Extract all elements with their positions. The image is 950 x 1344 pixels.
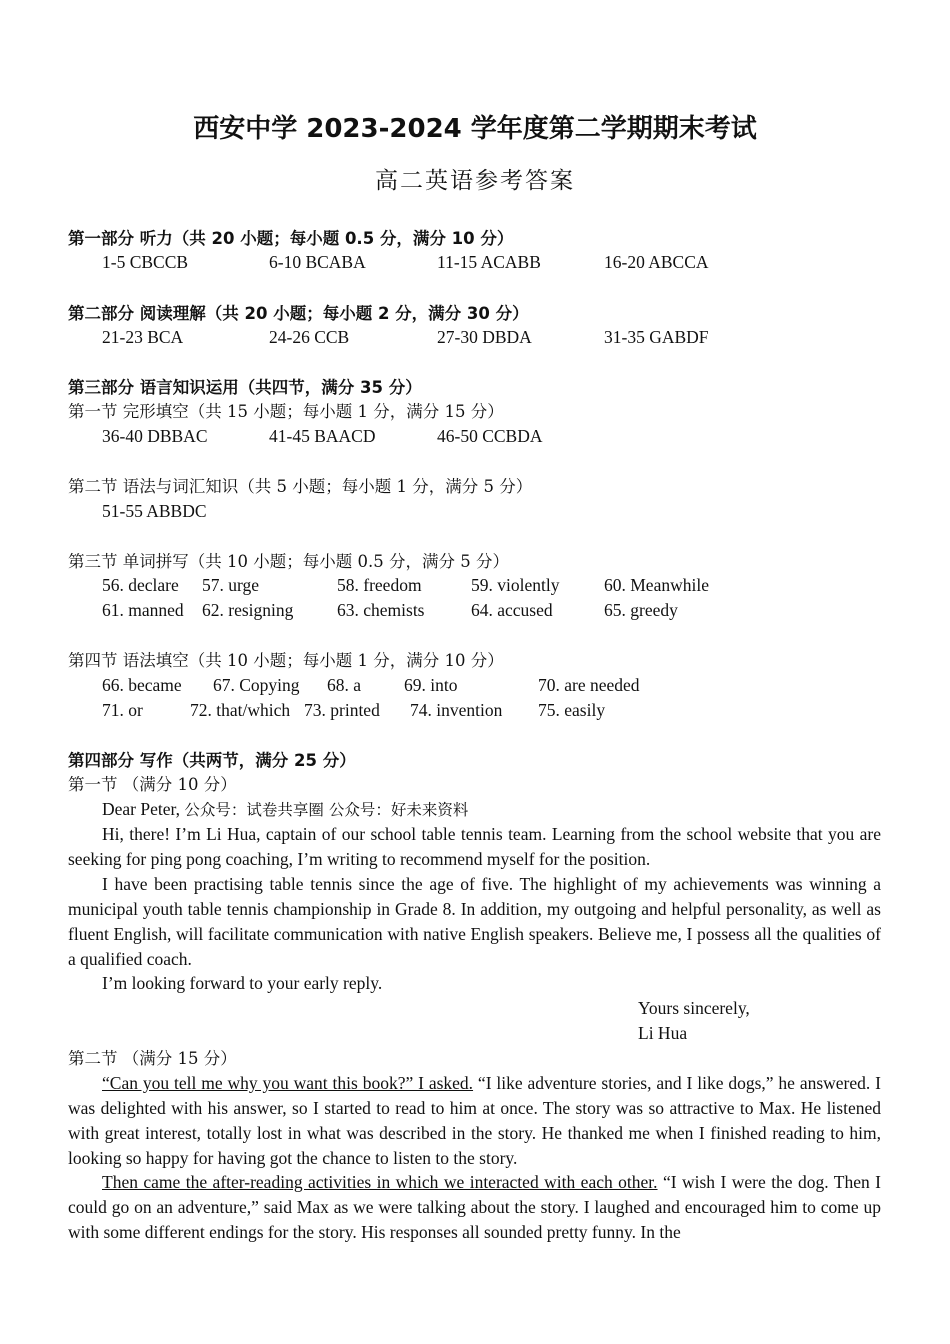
answer-group: 6-10 BCABA — [269, 252, 366, 272]
grammar-answer: 67. Copying — [213, 675, 300, 695]
answer-group: 24-26 CCB — [269, 327, 350, 347]
word-answer: 64. accused — [471, 600, 553, 620]
grammar-answer: 75. easily — [538, 700, 606, 720]
word-answer: 62. resigning — [202, 600, 294, 620]
answer-group: 46-50 CCBDA — [437, 426, 543, 446]
page-subtitle: 高二英语参考答案 — [375, 168, 575, 194]
answer-group: 1-5 CBCCB — [102, 252, 189, 272]
letter-salutation: Dear Peter, — [102, 799, 181, 819]
word-answer: 59. violently — [471, 575, 560, 595]
part3-section2-heading: 第二节 语法与词汇知识（共 5 小题；每小题 1 分，满分 5 分） — [68, 477, 533, 496]
letter-paragraph: I have been practising table tennis since the age of five. The highlight of my achievements was winning a municipal youth table tennis championship in Grade 8. In addition, my outgoing and helpful personality, as well as fluent English, will facilitate communication with native English speakers. Believe me, I possess all the qualities of a qualified coach. — [68, 874, 881, 969]
word-answer: 61. manned — [102, 600, 184, 620]
grammar-answer: 72. that/which — [190, 700, 291, 720]
grammar-answer: 68. a — [327, 675, 362, 695]
letter-closing: Yours sincerely, — [638, 998, 750, 1018]
answer-group: 51-55 ABBDC — [102, 501, 207, 521]
word-answer: 57. urge — [202, 575, 260, 595]
answer-group: 31-35 GABDF — [604, 327, 709, 347]
underlined-sentence: Then came the after-reading activities in which we interacted with each other. — [102, 1172, 658, 1192]
page-title: 西安中学 2023-2024 学年度第二学期期末考试 — [193, 114, 757, 144]
watermark-text: 公众号：试卷共享圈 公众号：好未来资料 — [184, 801, 469, 819]
answer-group: 41-45 BAACD — [269, 426, 376, 446]
answer-group: 11-15 ACABB — [437, 252, 541, 272]
part2-heading: 第二部分 阅读理解（共 20 小题；每小题 2 分，满分 30 分） — [68, 304, 529, 323]
part3-heading: 第三部分 语言知识运用（共四节，满分 35 分） — [68, 378, 422, 397]
part4-section2-heading: 第二节 （满分 15 分） — [68, 1049, 237, 1068]
part1-heading: 第一部分 听力（共 20 小题；每小题 0.5 分，满分 10 分） — [68, 229, 514, 248]
answer-group: 16-20 ABCCA — [604, 252, 709, 272]
letter-signature: Li Hua — [638, 1023, 688, 1043]
word-answer: 63. chemists — [337, 600, 425, 620]
word-answer: 58. freedom — [337, 575, 422, 595]
grammar-answer: 74. invention — [410, 700, 503, 720]
grammar-answer: 69. into — [404, 675, 458, 695]
story-paragraph — [68, 1071, 881, 1171]
word-answer: 56. declare — [102, 575, 179, 595]
story-paragraph — [68, 1170, 881, 1245]
word-answer: 65. greedy — [604, 600, 678, 620]
part4-section1-heading: 第一节 （满分 10 分） — [68, 775, 237, 794]
grammar-answer: 71. or — [102, 700, 143, 720]
word-answer: 60. Meanwhile — [604, 575, 709, 595]
grammar-answer: 66. became — [102, 675, 182, 695]
paragraph-text: “I wish I were the dog. Then I could go on an adventure,” said Max as we were talking about the story. I laughed and encouraged him to come up with some different endings for the story. His responses all sounded pretty funny. In the — [68, 1172, 881, 1242]
answer-group: 21-23 BCA — [102, 327, 184, 347]
part3-section1-heading: 第一节 完形填空（共 15 小题；每小题 1 分，满分 15 分） — [68, 402, 504, 421]
part4-heading: 第四部分 写作（共两节，满分 25 分） — [68, 751, 356, 770]
answer-group: 36-40 DBBAC — [102, 426, 208, 446]
grammar-answer: 70. are needed — [538, 675, 640, 695]
paragraph-text: “I like adventure stories, and I like dogs,” he answered. I was delighted with his answer, so I started to read to him at once. The story was so attractive to Max. He listened with great interest, totally lost in what was described in the story. He thanked me when I finished reading to him, looking so happy for having got the chance to listen to the story. — [68, 1073, 881, 1168]
letter-paragraph: I’m looking forward to your early reply. — [102, 973, 383, 993]
answer-group: 27-30 DBDA — [437, 327, 532, 347]
part3-section4-heading: 第四节 语法填空（共 10 小题；每小题 1 分，满分 10 分） — [68, 651, 504, 670]
letter-salutation-line — [102, 797, 468, 823]
part3-section3-heading: 第三节 单词拼写（共 10 小题；每小题 0.5 分，满分 5 分） — [68, 552, 509, 571]
underlined-sentence: “Can you tell me why you want this book?” I asked. — [102, 1073, 474, 1093]
grammar-answer: 73. printed — [304, 700, 380, 720]
letter-paragraph: Hi, there! I’m Li Hua, captain of our school table tennis team. Learning from the school website that you are seeking for ping pong coaching, I’m writing to recommend myself for the position. — [68, 824, 881, 869]
